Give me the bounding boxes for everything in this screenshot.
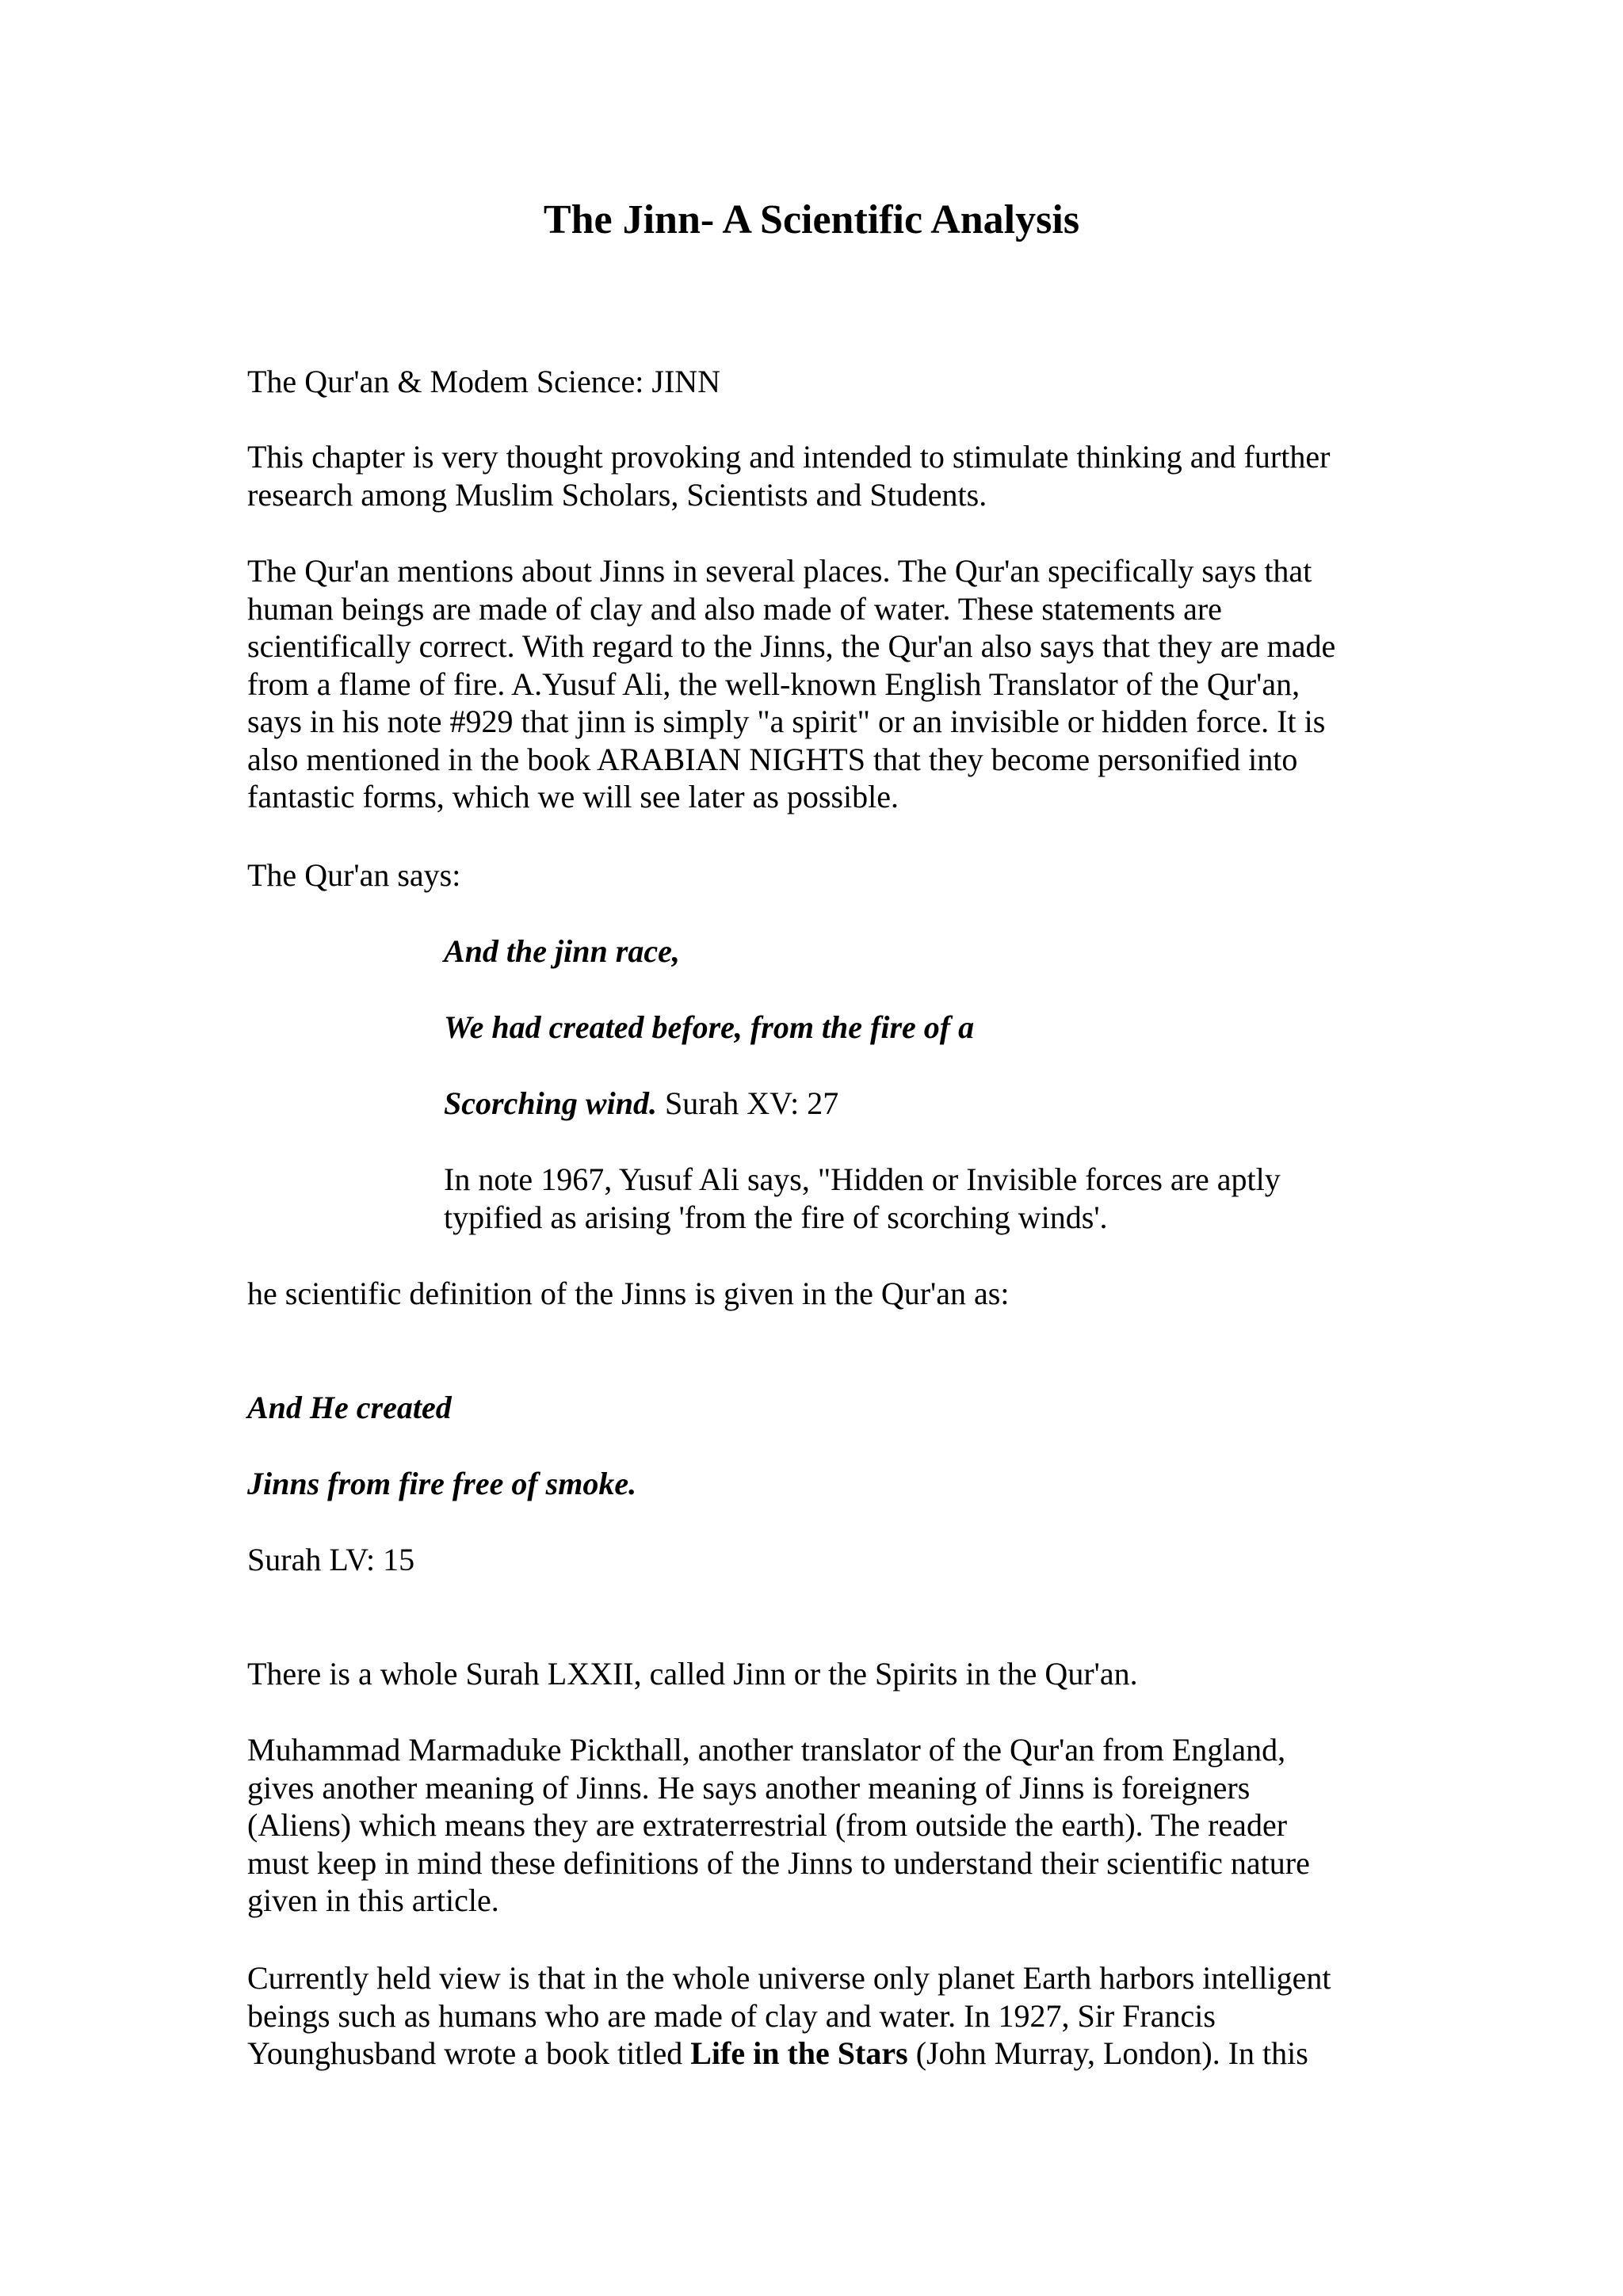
text-line: also mentioned in the book ARABIAN NIGHTS that they become personified into <box>247 741 1298 777</box>
current-view-paragraph <box>247 1959 1396 2073</box>
document-subtitle: The Qur'an & Modem Science: JINN <box>247 364 721 399</box>
pickthall-paragraph <box>247 1731 1396 1920</box>
text-line: The Qur'an mentions about Jinns in several places. The Qur'an specifically says that <box>247 553 1312 589</box>
text-line: from a flame of fire. A.Yusuf Ali, the well-known English Translator of the Qur'an, <box>247 666 1300 702</box>
text-line: research among Muslim Scholars, Scientists and Students. <box>247 476 987 513</box>
quote-line-with-reference <box>444 1085 838 1123</box>
quote-line: We had created before, from the fire of a <box>444 1009 975 1045</box>
quran-says-line: The Qur'an says: <box>247 857 461 893</box>
text-line: In note 1967, Yusuf Ali says, "Hidden or Invisible forces are aptly <box>444 1161 1281 1197</box>
text-line: says in his note #929 that jinn is simply "a spirit" or an invisible or hidden force. It is <box>247 704 1326 739</box>
text-line: (Aliens) which means they are extraterrestrial (from outside the earth). The reader <box>247 1807 1288 1843</box>
definition-intro: he scientific definition of the Jinns is given in the Qur'an as: <box>247 1276 1010 1311</box>
text-fragment: Younghusband wrote a book titled <box>247 2035 691 2071</box>
surah-reference: Surah LV: 15 <box>247 1542 415 1577</box>
text-fragment: (John Murray, London). In this <box>907 2035 1308 2071</box>
text-line: human beings are made of clay and also made of water. These statements are <box>247 590 1222 627</box>
text-line: fantastic forms, which we will see later as possible. <box>247 779 899 814</box>
text-line: Currently held view is that in the whole universe only planet Earth harbors intelligent <box>247 1960 1331 1996</box>
text-line: must keep in mind these definitions of the Jinns to understand their scientific nature <box>247 1844 1310 1881</box>
text-line: scientifically correct. With regard to the Jinns, the Qur'an also says that they are made <box>247 628 1336 664</box>
quote-line: And He created <box>247 1390 452 1425</box>
intro-paragraph <box>247 438 1396 513</box>
surah-note: There is a whole Surah LXXII, called Jinn or the Spirits in the Qur'an. <box>247 1656 1138 1691</box>
text-line: This chapter is very thought provoking and intended to stimulate thinking and further <box>247 439 1331 475</box>
text-line: typified as arising 'from the fire of scorching winds'. <box>444 1199 1108 1235</box>
book-title: Life in the Stars <box>690 2035 908 2071</box>
text-line: given in this article. <box>247 1882 499 1918</box>
text-line <box>247 2035 1396 2073</box>
quote-line: Jinns from fire free of smoke. <box>247 1466 637 1501</box>
surah-reference: Surah XV: 27 <box>656 1085 839 1121</box>
document-title: The Jinn- A Scientific Analysis <box>543 197 1080 242</box>
text-line: Muhammad Marmaduke Pickthall, another translator of the Qur'an from England, <box>247 1732 1286 1768</box>
mentions-paragraph <box>247 552 1396 816</box>
text-line: beings such as humans who are made of clay and water. In 1927, Sir Francis <box>247 1997 1216 2034</box>
note-paragraph <box>444 1161 1281 1236</box>
quote-line: And the jinn race, <box>444 933 680 969</box>
quote-text: Scorching wind. <box>444 1085 657 1121</box>
text-line: gives another meaning of Jinns. He says another meaning of Jinns is foreigners <box>247 1769 1251 1806</box>
